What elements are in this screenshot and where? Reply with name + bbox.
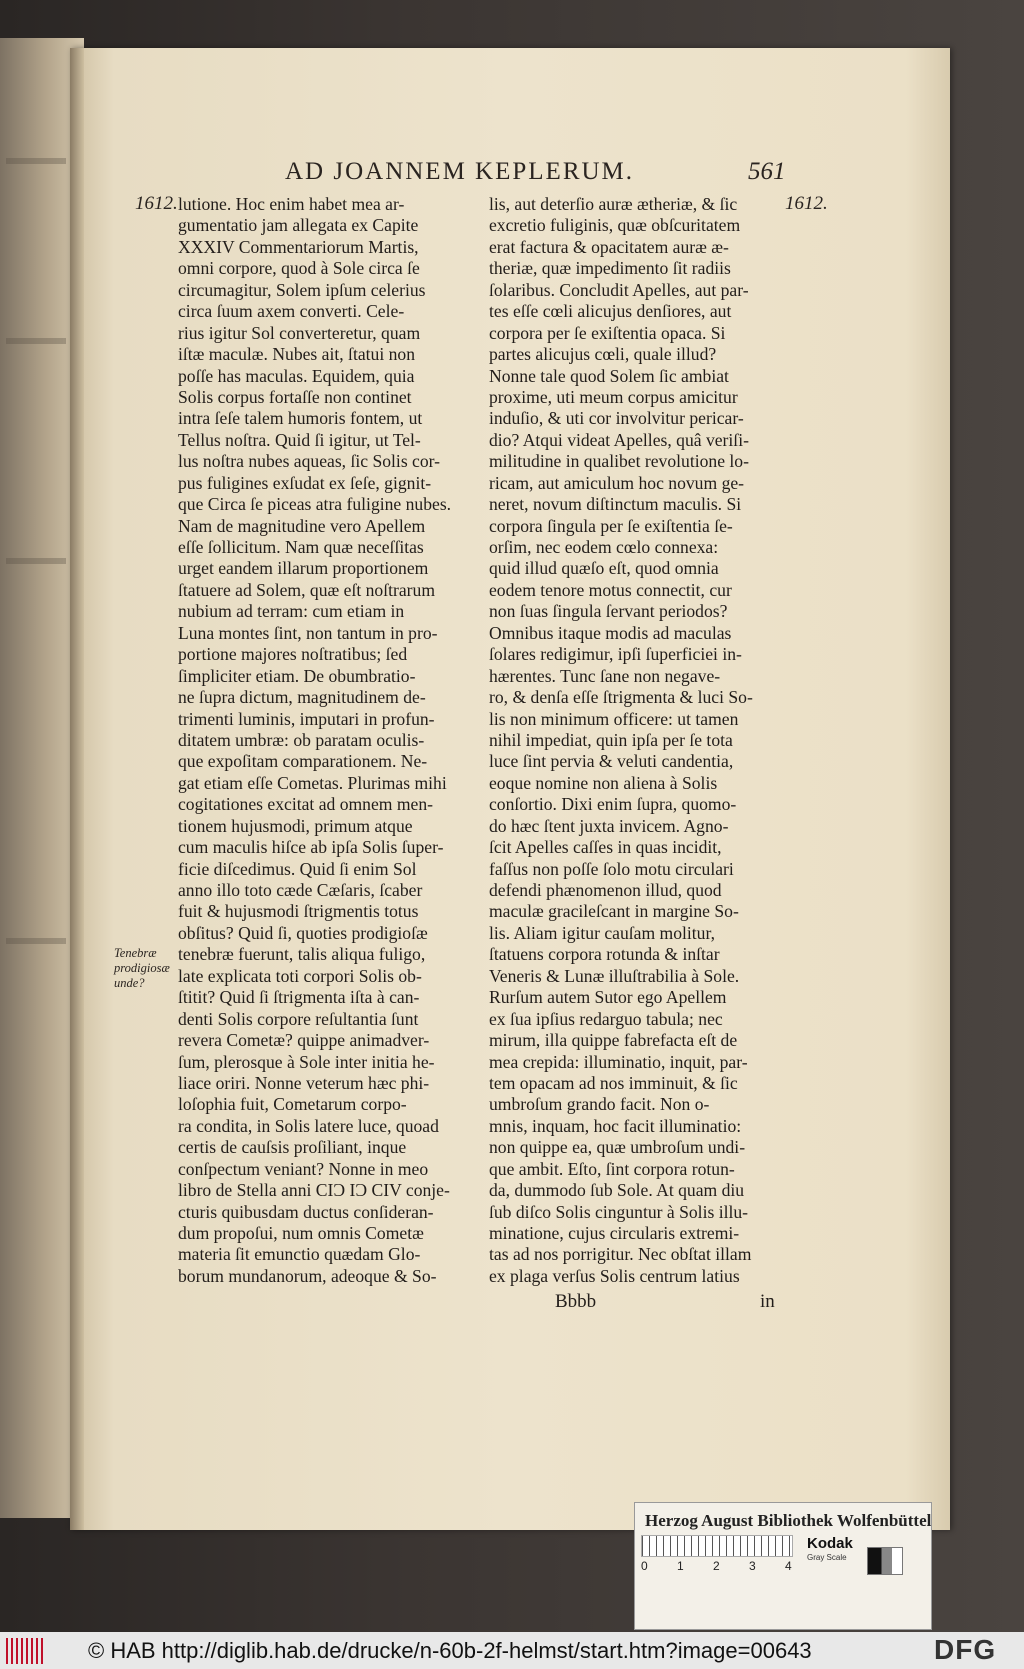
text-line: eoque nomine non aliena à Solis	[489, 772, 718, 793]
text-line: late explicata toti corpori Solis ob-	[178, 965, 422, 986]
library-color-target	[634, 1502, 932, 1630]
text-line: circa ſuum axem converti. Cele-	[178, 301, 405, 322]
text-line: iſtæ maculæ. Nubes ait, ſtatui non	[178, 344, 416, 365]
text-line: ſolaribus. Concludit Apelles, aut par-	[489, 279, 749, 300]
text-line: tem opacam ad nos imminuit, & ſic	[489, 1072, 738, 1093]
text-line: ra condita, in Solis latere luce, quoad	[178, 1115, 439, 1136]
text-line: militudine in qualibet revolutione lo-	[489, 451, 749, 472]
text-line: Omnibus itaque modis ad maculas	[489, 622, 732, 643]
page-gutter	[70, 48, 84, 1530]
text-line: ſolares redigimur, ipſi ſuperficiei in-	[489, 644, 742, 665]
text-line: ro, & denſa eſſe ſtrigmenta & luci So-	[489, 687, 753, 708]
text-line: ſtatuere ad Solem, quæ eſt noſtrarum	[178, 579, 435, 600]
text-line: certis de cauſsis proſiliant, inque	[178, 1137, 407, 1158]
text-line: revera Cometæ? quippe animadver-	[178, 1030, 430, 1051]
text-line: quid illud quæſo eſt, quod omnia	[489, 558, 719, 579]
text-line: anno illo toto cæde Cæſaris, ſcaber	[178, 880, 423, 900]
text-line: gumentatio jam allegata ex Capite	[178, 215, 419, 236]
text-line: ricam, aut amiculum hoc novum ge-	[489, 472, 745, 493]
text-line: conſortio. Dixi enim ſupra, quomo-	[489, 794, 737, 815]
text-line: luce ſint pervia & veluti candentia,	[489, 751, 734, 772]
text-line: tes eſſe cœli alicujus denſiores, aut	[489, 301, 732, 322]
text-line: eſſe ſollicitum. Nam quæ neceſſitas	[178, 537, 424, 557]
running-title: AD JOANNEM KEPLERUM.	[285, 158, 635, 185]
text-line: tas ad nos porrigitur. Nec obſtat illam	[489, 1244, 752, 1265]
footer-url[interactable]: © HAB http://diglib.hab.de/drucke/n-60b-2f-helmst/start.htm?image=00643	[88, 1638, 812, 1663]
text-line: liace oriri. Nonne veterum hæc phi-	[178, 1072, 430, 1093]
gray-swatch	[867, 1547, 903, 1575]
text-line: Rurſum autem Sutor ego Apellem	[489, 987, 727, 1008]
text-line: urget eandem illarum proportionem	[178, 558, 429, 579]
text-line: XXXIV Commentariorum Martis,	[178, 236, 419, 257]
text-line: proxime, uti meum corpus amicitur	[489, 386, 738, 407]
hab-logo-icon	[6, 1638, 46, 1664]
ruler-number: 3	[749, 1559, 756, 1573]
library-name: Herzog August Bibliothek Wolfenbüttel	[645, 1511, 932, 1530]
text-line: mnis, inquam, hoc facit illuminatio:	[489, 1115, 742, 1136]
page-number: 561	[748, 158, 786, 185]
text-line: que expoſitam comparationem. Ne-	[178, 751, 428, 772]
text-column-left	[178, 194, 470, 1287]
text-line: omni corpore, quod à Sole circa ſe	[178, 258, 420, 279]
text-line: nihil impediat, quin ipſa per ſe tota	[489, 729, 733, 750]
text-column-right	[489, 194, 781, 1287]
ruler-number: 0	[641, 1559, 648, 1573]
dfg-logo: DFG	[934, 1634, 997, 1665]
text-line: mirum, illa quippe fabrefacta eſt de	[489, 1030, 738, 1051]
text-line: excretio fuliginis, quæ obſcuritatem	[489, 215, 741, 236]
text-line: ficie diſcedimus. Quid ſi enim Sol	[178, 858, 417, 879]
margin-note-line: prodigiosæ	[114, 961, 170, 975]
margin-note-line: Tenebræ	[114, 946, 157, 960]
text-line: erat factura & opacitatem auræ æ-	[489, 236, 729, 257]
text-line: hærentes. Tunc ſane non negave-	[489, 665, 721, 686]
text-line: libro de Stella anni CIƆ IƆ CIV conje-	[178, 1180, 450, 1201]
text-line: induſio, & uti cor involvitur pericar-	[489, 408, 744, 429]
text-line: gat etiam eſſe Cometas. Plurimas mihi	[178, 772, 447, 793]
year-marker-left: 1612.	[135, 193, 178, 214]
footer-bar	[0, 1632, 1024, 1669]
text-line: materia ſit emunctio quædam Glo-	[178, 1244, 421, 1265]
text-line: borum mundanorum, adeoque & So-	[178, 1265, 437, 1286]
text-line: ne ſupra dictum, magnitudinem de-	[178, 687, 426, 708]
text-line: umbroſum grando facit. Non o-	[489, 1094, 710, 1115]
text-line: theriæ, quæ impedimento ſit radiis	[489, 258, 731, 279]
margin-note-line: unde?	[114, 976, 145, 990]
text-line: ex ſua ipſius redarguo tabula; nec	[489, 1008, 723, 1029]
catchword: in	[760, 1291, 775, 1312]
text-line: non ſuas ſingula ſervant periodos?	[489, 601, 728, 622]
text-line: mea crepida: illuminatio, inquit, par-	[489, 1051, 748, 1072]
ruler-number: 1	[677, 1559, 684, 1573]
text-line: lis, aut deterſio auræ ætheriæ, & ſic	[489, 194, 738, 214]
ruler-number: 2	[713, 1559, 720, 1573]
text-line: ſimpliciter etiam. De obumbratio-	[178, 665, 416, 686]
text-line: faſſus non poſſe ſolo motu circulari	[489, 858, 734, 879]
gray-scale-label: Gray Scale	[807, 1553, 847, 1562]
ruler-number: 4	[785, 1559, 792, 1573]
text-line: Tellus noſtra. Quid ſi igitur, ut Tel-	[178, 429, 421, 450]
text-line: trimenti luminis, imputari in profun-	[178, 708, 435, 729]
text-line: ex plaga verſus Solis centrum latius	[489, 1265, 740, 1286]
text-line: maculæ gracileſcant in margine So-	[489, 901, 739, 922]
text-line: ſtitit? Quid ſi ſtrigmenta iſta à can-	[178, 987, 420, 1008]
text-line: portione majores noſtratibus; ſed	[178, 644, 408, 665]
text-line: poſſe has maculas. Equidem, quia	[178, 365, 415, 386]
text-line: que Circa ſe piceas atra fuligine nubes.	[178, 494, 452, 515]
ruler-scale	[641, 1535, 793, 1557]
text-line: Nonne tale quod Solem ſic ambiat	[489, 365, 729, 386]
text-line: obſitus? Quid ſi, quoties prodigioſæ	[178, 922, 428, 943]
text-line: corpora per ſe exiſtentia opaca. Si	[489, 322, 726, 343]
text-line: cum maculis hiſce ab ipſa Solis ſuper-	[178, 837, 444, 858]
text-line: neret, novum diſtinctum maculis. Si	[489, 494, 742, 515]
text-line: eodem tenore motus connectit, cur	[489, 579, 732, 600]
text-line: minatione, cujus circularis extremi-	[489, 1223, 740, 1243]
text-line: ſum, plerosque à Sole inter initia he-	[178, 1051, 435, 1072]
text-line: lis. Aliam igitur cauſam molitur,	[489, 922, 716, 943]
year-marker-right: 1612.	[785, 193, 828, 214]
margin-note	[114, 946, 170, 991]
text-line: ſcit Apelles caſſes in quas incidit,	[489, 837, 722, 858]
text-line: pus fuligines exſudat ex ſeſe, gignit-	[178, 472, 432, 493]
text-line: lus noſtra nubes aqueas, ſic Solis cor-	[178, 451, 441, 472]
text-line: do hæc ſtent juxta invicem. Agno-	[489, 815, 729, 836]
text-line: tionem hujusmodi, primum atque	[178, 815, 413, 836]
text-line: Veneris & Lunæ illuſtrabilia à Sole.	[489, 965, 740, 986]
text-line: Solis corpus fortaſſe non continet	[178, 386, 412, 407]
text-line: ditatem umbræ: ob paratam oculis-	[178, 729, 425, 750]
text-line: que ambit. Eſto, ſint corpora rotun-	[489, 1158, 735, 1179]
text-line: tenebræ fuerunt, talis aliqua fuligo,	[178, 944, 426, 965]
text-line: conſpectum veniant? Nonne in meo	[178, 1158, 429, 1179]
text-line: lutione. Hoc enim habet mea ar-	[178, 194, 405, 214]
text-line: lis non minimum officere: ut tamen	[489, 708, 739, 729]
text-line: defendi phænomenon illud, quod	[489, 880, 722, 900]
text-line: Nam de magnitudine vero Apellem	[178, 515, 426, 536]
text-line: loſophia fuit, Cometarum corpo-	[178, 1094, 407, 1115]
text-line: ſub diſco Solis cinguntur à Solis illu-	[489, 1201, 749, 1222]
text-line: non quippe ea, quæ umbroſum undi-	[489, 1137, 746, 1158]
text-line: intra ſeſe talem humoris fontem, ut	[178, 408, 423, 429]
text-line: partes alicujus cœli, quale illud?	[489, 344, 717, 365]
text-line: dio? Atqui videat Apelles, quâ veriſi-	[489, 429, 749, 450]
text-line: Luna montes ſint, non tantum in pro-	[178, 622, 438, 643]
text-line: denti Solis corpore reſultantia ſunt	[178, 1008, 419, 1029]
text-line: cogitationes excitat ad omnem men-	[178, 794, 434, 815]
text-line: circumagitur, Solem ipſum celerius	[178, 279, 426, 300]
text-line: dum propoſui, num omnis Cometæ	[178, 1223, 424, 1243]
text-line: ſtatuens corpora rotunda & inſtar	[489, 944, 720, 965]
text-line: orſim, nec eodem cœlo connexa:	[489, 537, 719, 557]
text-line: corpora ſingula per ſe exiſtentia ſe-	[489, 515, 733, 536]
text-line: da, dummodo ſub Sole. At quam diu	[489, 1180, 745, 1201]
text-line: fuit & hujusmodi ſtrigmentis totus	[178, 901, 419, 922]
text-line: cturis quibusdam ductus conſideran-	[178, 1201, 434, 1222]
text-line: nubium ad terram: cum etiam in	[178, 601, 405, 622]
kodak-brand: Kodak	[807, 1535, 853, 1552]
text-line: rius igitur Sol converteretur, quam	[178, 322, 421, 343]
signature-mark: Bbbb	[555, 1291, 597, 1312]
